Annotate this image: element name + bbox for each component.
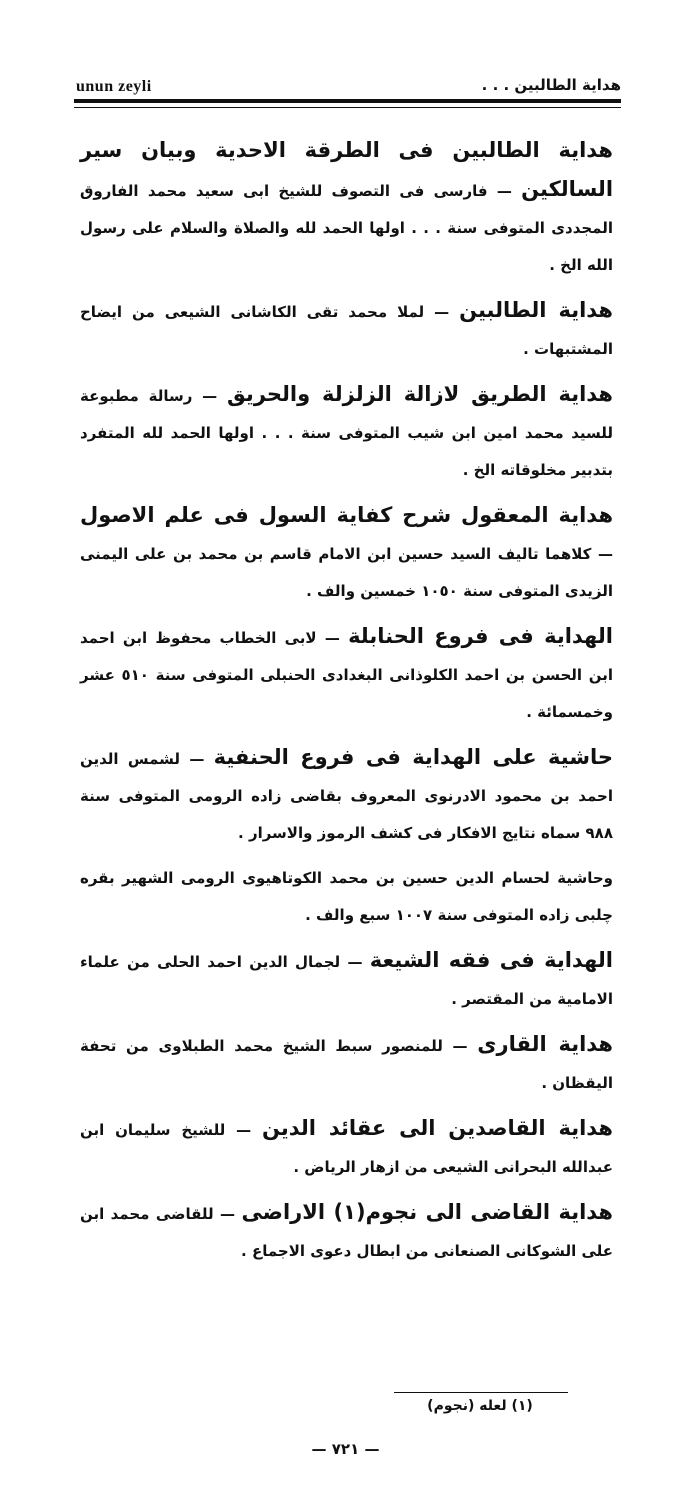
running-header-left: unun zeyli <box>76 78 152 95</box>
entry-desc: رسالة مطبوعة للسيد محمد امين ابن شيب المتوفى سنة . . . اولها الحمد لله المتفرد بتدبير مخلوقاته الخ . <box>80 387 613 479</box>
entry: حاشية على الهداية فى فروع الحنفية — لشمس الدين احمد بن محمود الادرنوى المعروف بقاضى زاده الرومى المتوفى سنة ٩٨٨ سماه نتايج الافكار فى كشف الرموز والاسرار . <box>80 745 614 842</box>
entry: هداية الطريق لازالة الزلزلة والحريق — رسالة مطبوعة للسيد محمد امين ابن شيب المتوفى سنة . . . اولها الحمد لله المتفرد بتدبير مخلوقاته الخ . <box>80 382 613 479</box>
entry-title: هداية الطالبين فى الطرقة الاحدية وبيان سير السالكين <box>80 138 614 201</box>
entry-desc: لشمس الدين احمد بن محمود الادرنوى المعروف بقاضى زاده الرومى المتوفى سنة ٩٨٨ سماه نتايج الافكار فى كشف الرموز والاسرار . <box>80 750 613 842</box>
entry-title: الهداية فى فقه الشيعة <box>369 948 613 972</box>
entry-title: هداية القارى <box>477 1032 613 1056</box>
entry-desc: كلاهما تاليف السيد حسين ابن الامام قاسم بن محمد بن على اليمنى الزيدى المتوفى سنة ١٠٥٠ خمسين والف . <box>80 545 613 600</box>
entry-title: هداية الطالبين <box>459 298 613 322</box>
entry-desc: لابى الخطاب محفوظ ابن احمد ابن الحسن بن احمد الكلوذانى البغدادى الحنبلى المتوفى سنة ٥١٠ عشر وخمسمائة . <box>80 629 613 721</box>
entry-desc: وحاشية لحسام الدين حسين بن محمد الكوتاهيوى الرومى الشهير بقره چلبى زاده المتوفى سنة ١٠٠٧ سبع والف . <box>80 869 613 924</box>
entry-title: حاشية على الهداية فى فروع الحنفية <box>213 745 614 769</box>
entry: الهداية فى فروع الحنابلة — لابى الخطاب محفوظ ابن احمد ابن الحسن بن احمد الكلوذانى البغدادى الحنبلى المتوفى سنة ٥١٠ عشر وخمسمائة . <box>80 624 613 721</box>
entry-desc: فارسى فى التصوف للشيخ ابى سعيد محمد الفاروق المجددى المتوفى سنة . . . اولها الحمد لله والصلاة والسلام على رسول الله الخ . <box>80 182 613 274</box>
entry-desc: لملا محمد تقى الكاشانى الشيعى من ايضاح المشتبهات . <box>80 303 613 358</box>
running-header-right: هداية الطالبين . . . <box>481 76 621 94</box>
entry-title: هداية الطريق لازالة الزلزلة والحريق <box>227 382 613 406</box>
entry-desc: لجمال الدين احمد الحلى من علماء الامامية من المقتصر . <box>80 953 613 1008</box>
entry-title: الهداية فى فروع الحنابلة <box>348 624 613 648</box>
footnote-rule <box>394 1392 568 1393</box>
entry-title: هداية القاضى الى نجوم(١) الاراضى <box>241 1200 613 1224</box>
header-rule-thick <box>74 99 621 103</box>
entry: هداية الطالبين — لملا محمد تقى الكاشانى الشيعى من ايضاح المشتبهات . <box>80 298 613 358</box>
entry-title: هداية المعقول شرح كفاية السول فى علم الاصول <box>80 503 613 527</box>
entry-title: هداية القاصدين الى عقائد الدين <box>261 1116 613 1140</box>
entry: هداية القاضى الى نجوم(١) الاراضى — للقاضى محمد ابن على الشوكانى الصنعانى من ابطال دعوى الاجماع . <box>80 1200 613 1260</box>
footnote: (١) لعله (نجوم) <box>427 1398 533 1414</box>
entry: هداية المعقول شرح كفاية السول فى علم الاصول — كلاهما تاليف السيد حسين ابن الامام قاسم بن محمد بن على اليمنى الزيدى المتوفى سنة ١٠٥٠ خمسين والف . <box>80 503 613 600</box>
entry <box>80 860 613 934</box>
entry: هداية القاصدين الى عقائد الدين — للشيخ سليمان ابن عبدالله البحرانى الشيعى من ازهار الرياض . <box>80 1116 613 1176</box>
entries-body <box>80 132 613 1278</box>
entry-desc: للشيخ سليمان ابن عبدالله البحرانى الشيعى من ازهار الرياض . <box>80 1121 613 1176</box>
entry: هداية القارى — للمنصور سبط الشيخ محمد الطبلاوى من تحفة اليقظان . <box>80 1032 613 1092</box>
entry: الهداية فى فقه الشيعة — لجمال الدين احمد الحلى من علماء الامامية من المقتصر . <box>80 948 613 1008</box>
entry: هداية الطالبين فى الطرقة الاحدية وبيان سير السالكين — فارسى فى التصوف للشيخ ابى سعيد محمد الفاروق المجددى المتوفى سنة . . . اولها الحمد لله والصلاة والسلام على رسول الله الخ . <box>80 138 614 274</box>
entry-desc: للمنصور سبط الشيخ محمد الطبلاوى من تحفة اليقظان . <box>80 1037 613 1092</box>
header-rule-thin <box>74 107 621 108</box>
entry-desc: للقاضى محمد ابن على الشوكانى الصنعانى من ابطال دعوى الاجماع . <box>80 1205 613 1260</box>
page-number: — ٧٢١ — <box>311 1440 380 1458</box>
